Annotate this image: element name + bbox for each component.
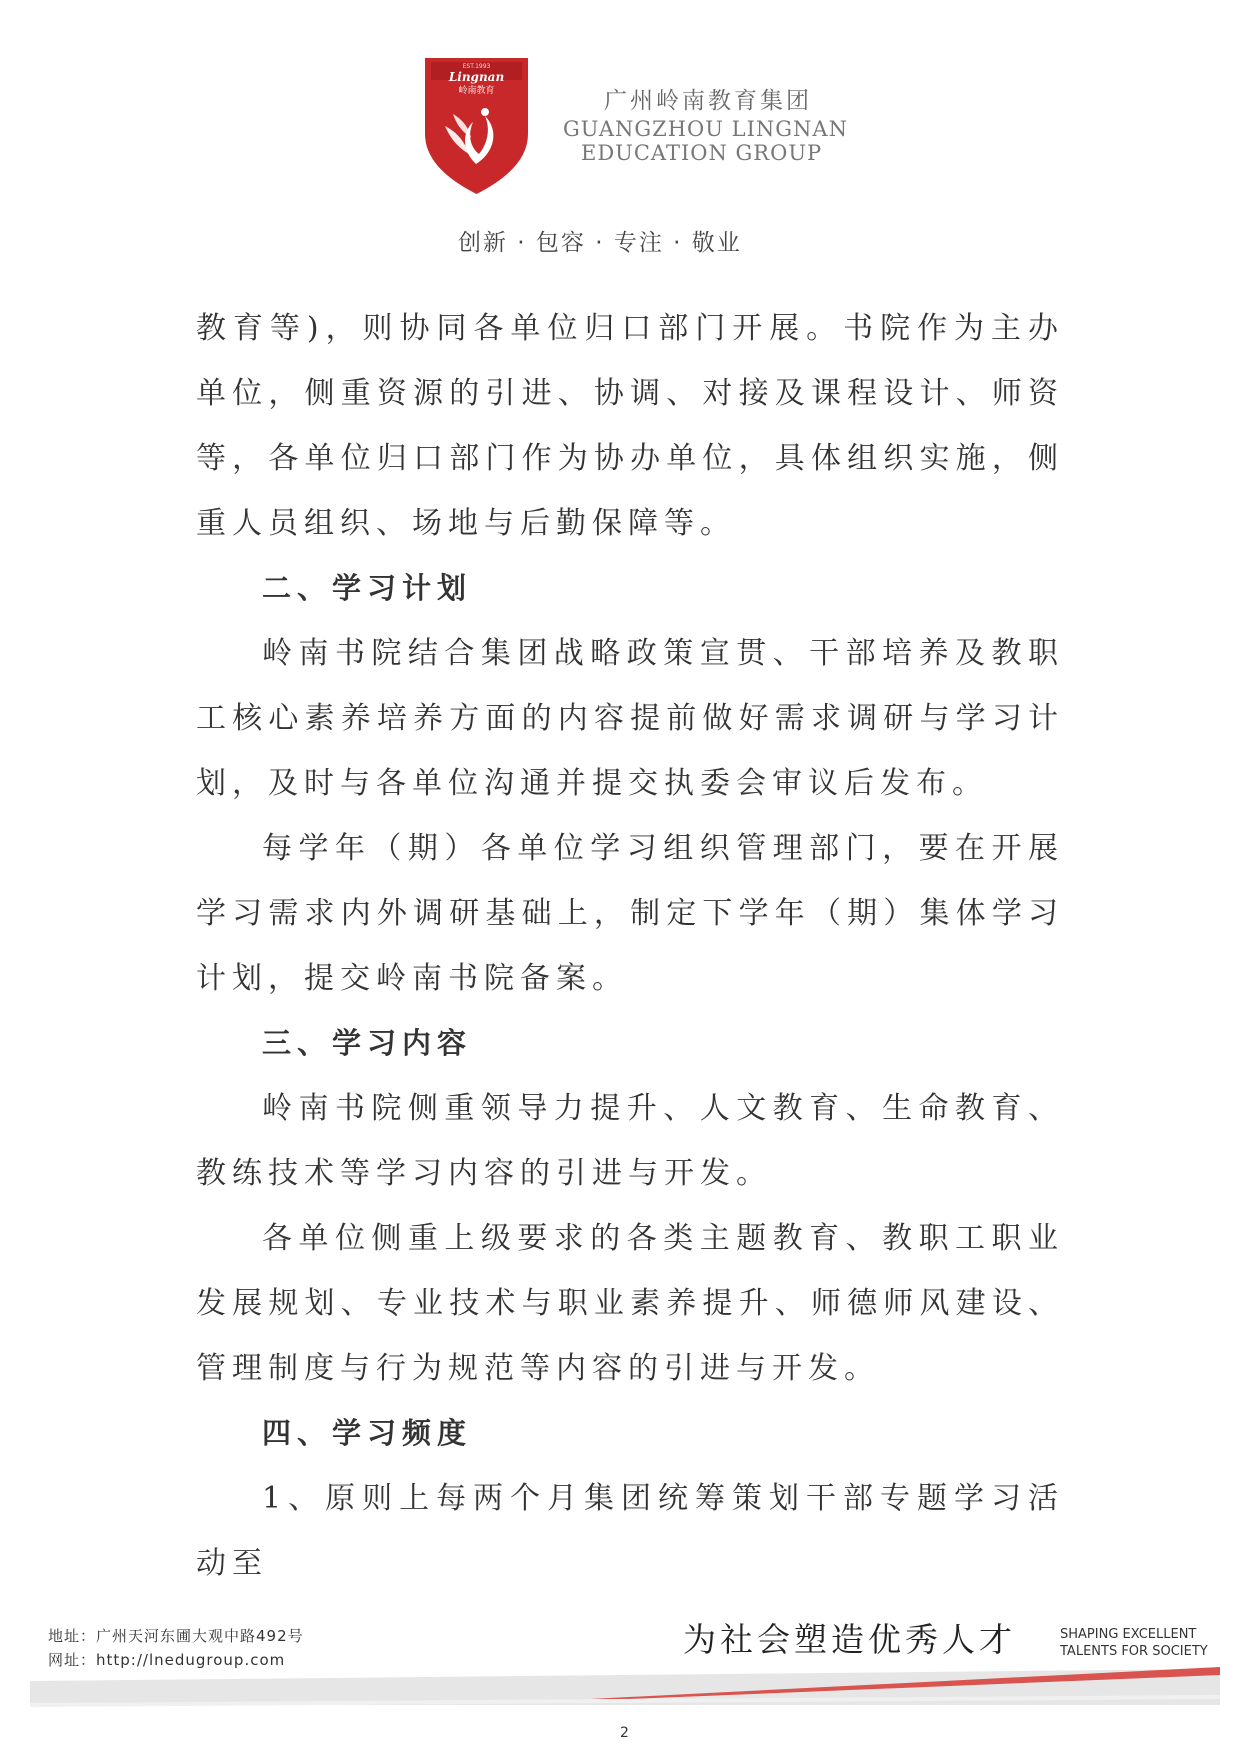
heading-study-frequency: 四、学习频度 (262, 1416, 473, 1450)
page-number: 2 (620, 1725, 629, 1741)
lingnan-logo-icon (423, 56, 530, 196)
footer-website: 网址：http://lnedugroup.com (48, 1651, 286, 1669)
paragraph-1: 教育等)，则协同各单位归口部门开展。书院作为主办单位，侧重资源的引进、协调、对接及课程设计、师资等，各单位归口部门作为协办单位，具体组织实施，侧重人员组织、场地与后勤保障等。 (196, 311, 1064, 541)
paragraph-3: 每学年（期）各单位学习组织管理部门，要在开展学习需求内外调研基础上，制定下学年（期）集体学习计划，提交岭南书院备案。 (196, 831, 1064, 996)
svg-text:Lingnan: Lingnan (448, 70, 505, 84)
footer-address: 地址：广州天河东圃大观中路492号 (48, 1627, 304, 1645)
org-name-en-line1: GUANGZHOU LINGNAN (563, 117, 848, 141)
footer-slogan-cn: 为社会塑造优秀人才 (683, 1620, 1016, 1659)
svg-text:岭南教育: 岭南教育 (458, 86, 495, 96)
org-name-cn: 广州岭南教育集团 (604, 88, 812, 114)
paragraph-5: 各单位侧重上级要求的各类主题教育、教职工职业发展规划、专业技术与职业素养提升、师德师风建设、管理制度与行为规范等内容的引进与开发。 (196, 1221, 1064, 1386)
core-values: 创新 · 包容 · 专注 · 敬业 (458, 230, 742, 256)
footer-band (30, 1665, 1220, 1713)
org-name-en-line2: EDUCATION GROUP (581, 141, 823, 165)
paragraph-6: 1、原则上每两个月集团统筹策划干部专题学习活动至 (196, 1481, 1064, 1581)
document-body (196, 296, 1064, 1596)
svg-text:EST.1993: EST.1993 (462, 63, 491, 70)
paragraph-4: 岭南书院侧重领导力提升、人文教育、生命教育、教练技术等学习内容的引进与开发。 (196, 1091, 1064, 1191)
heading-study-plan: 二、学习计划 (262, 571, 473, 605)
footer-slogan-en-line2: TALENTS FOR SOCIETY (1060, 1644, 1208, 1659)
heading-study-content: 三、学习内容 (262, 1026, 473, 1060)
footer-slogan-en-line1: SHAPING EXCELLENT (1060, 1627, 1197, 1642)
paragraph-2: 岭南书院结合集团战略政策宣贯、干部培养及教职工核心素养培养方面的内容提前做好需求调研与学习计划，及时与各单位沟通并提交执委会审议后发布。 (196, 636, 1064, 801)
